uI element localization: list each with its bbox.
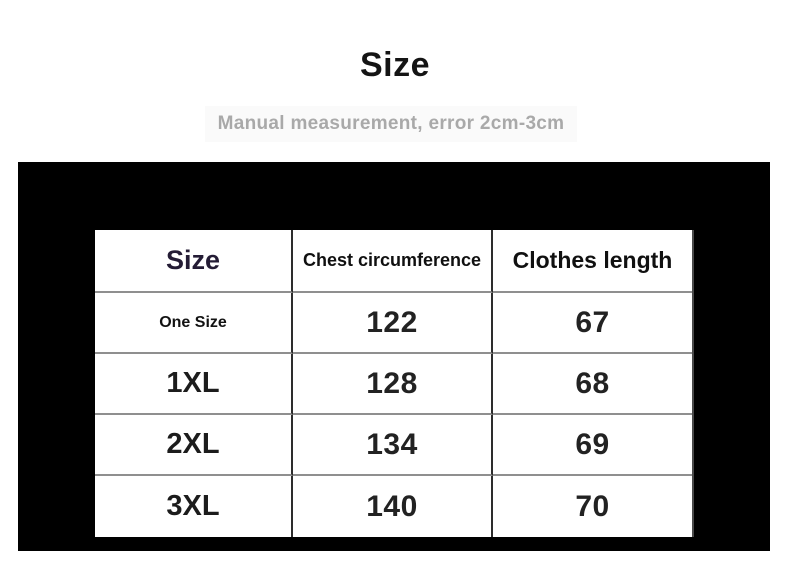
table-cell-chest: 122: [293, 293, 493, 354]
page-subtitle-strip: [205, 106, 577, 142]
column-header-chest-circumference: Chest circumference: [293, 230, 493, 293]
column-header-size: Size: [95, 230, 293, 293]
table-cell-length: 69: [493, 415, 692, 476]
table-cell-size: One Size: [95, 293, 293, 354]
table-cell-length: 70: [493, 476, 692, 537]
table-cell-chest: 128: [293, 354, 493, 415]
column-header-clothes-length: Clothes length: [493, 230, 692, 293]
table-cell-length: 68: [493, 354, 692, 415]
table-cell-size: 1XL: [95, 354, 293, 415]
table-cell-length: 67: [493, 293, 692, 354]
size-table: [95, 230, 694, 537]
table-cell-size: 2XL: [95, 415, 293, 476]
page-title: Size: [359, 46, 431, 84]
page-subtitle: Manual measurement, error 2cm-3cm: [217, 113, 565, 134]
table-cell-chest: 140: [293, 476, 493, 537]
table-cell-size: 3XL: [95, 476, 293, 537]
table-cell-chest: 134: [293, 415, 493, 476]
black-photo-panel: [18, 162, 770, 551]
